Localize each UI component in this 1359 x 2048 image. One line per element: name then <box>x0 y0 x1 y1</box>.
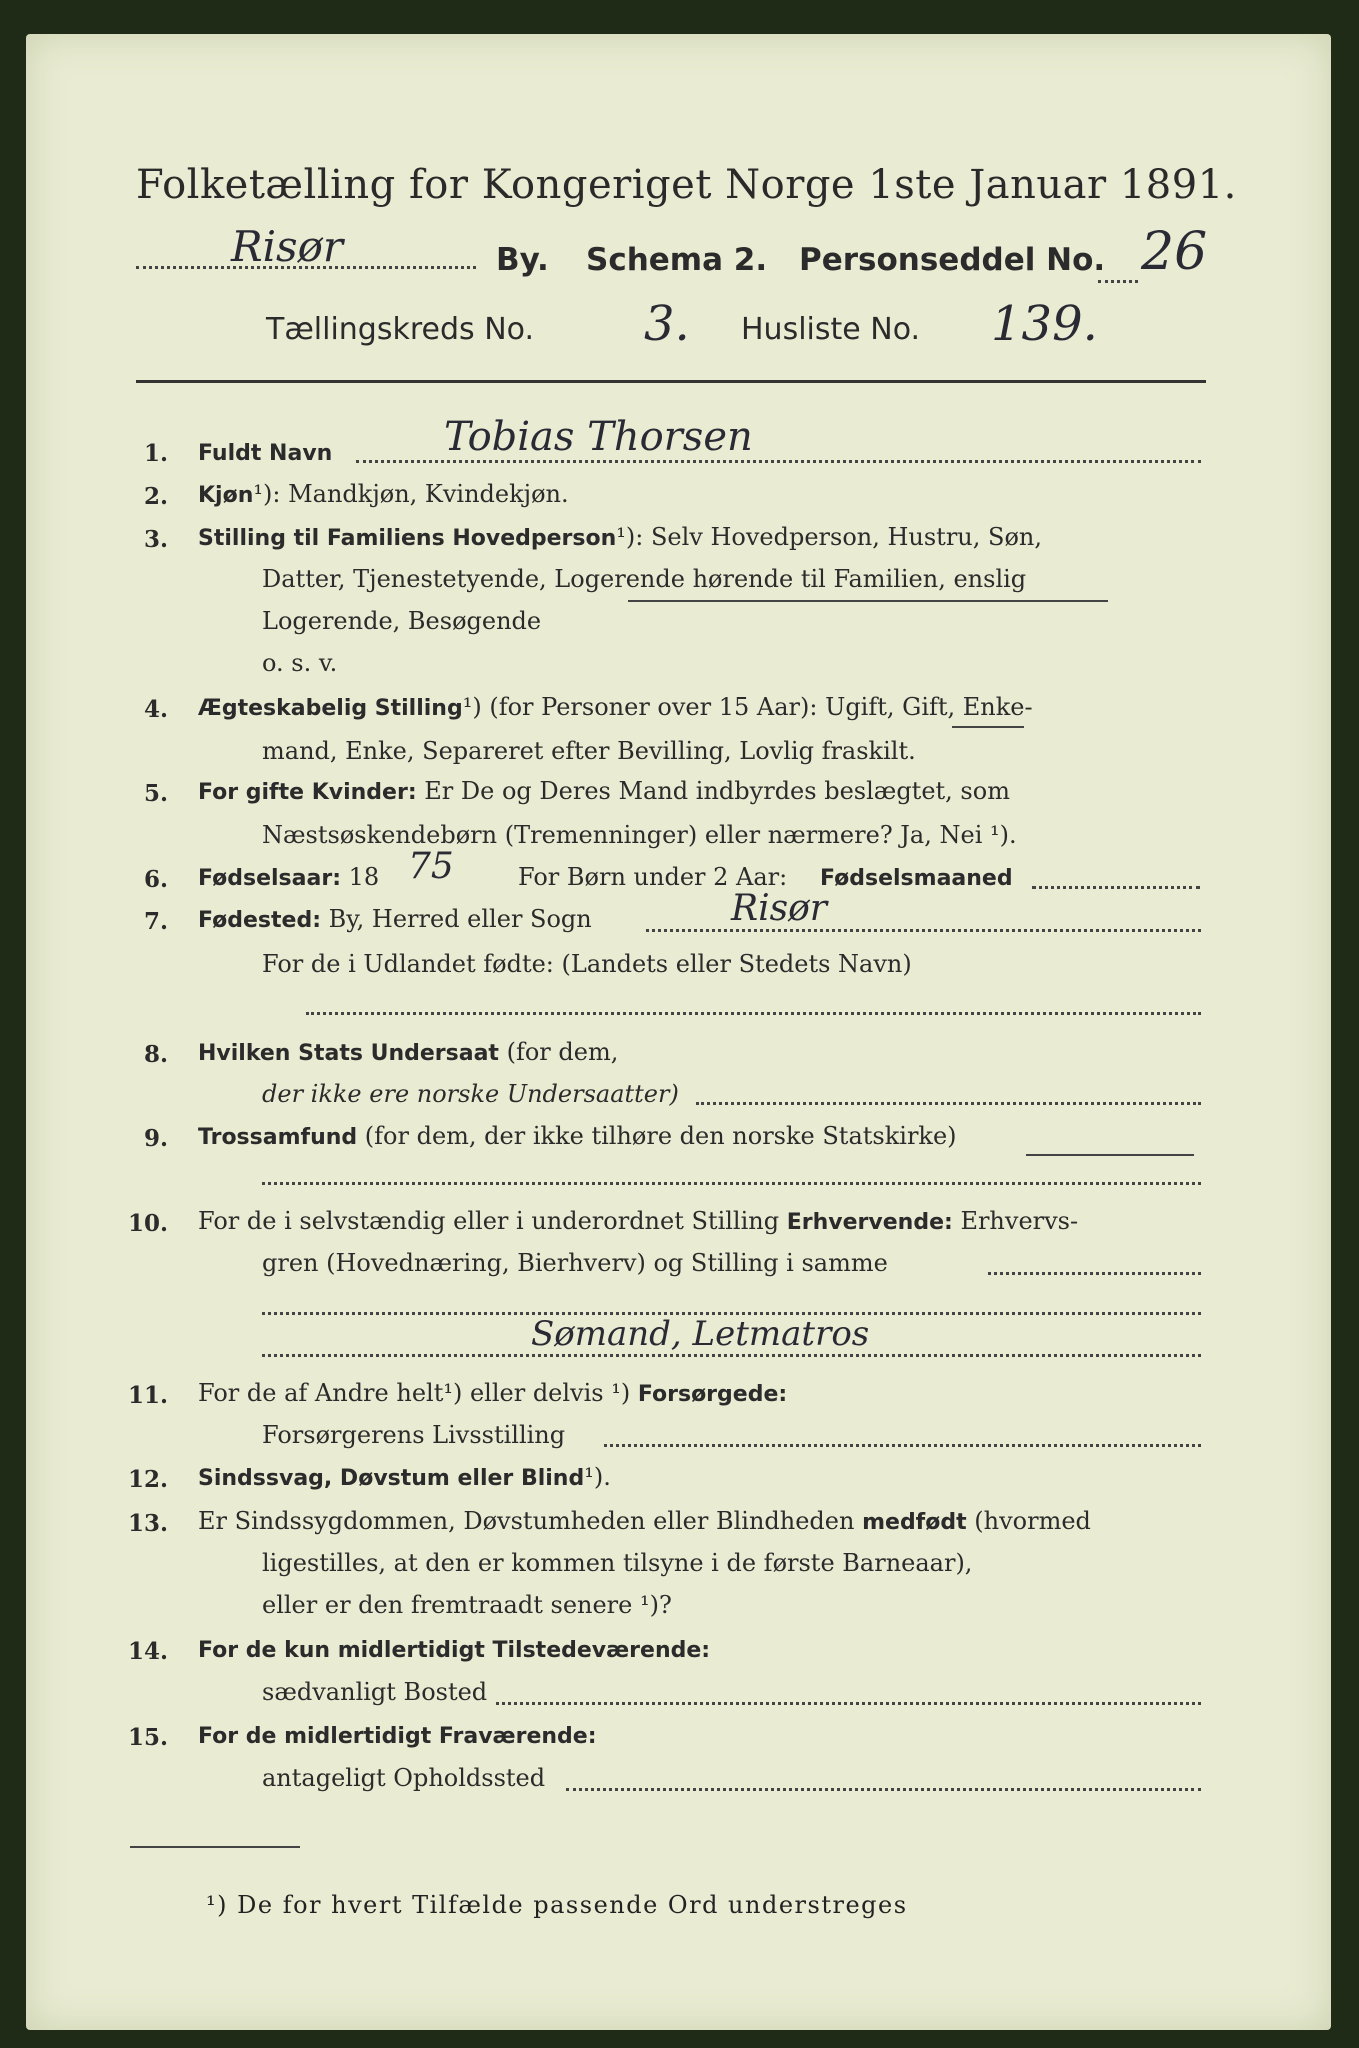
item-9-label: Trossamfund <box>198 1125 358 1150</box>
item-15-number: 15. <box>127 1724 168 1751</box>
item-4-label: Ægteskabelig Stilling <box>198 696 463 721</box>
item-2-number: 2. <box>143 483 168 510</box>
item-11-rest: ¹) eller delvis ¹) <box>443 1379 631 1407</box>
item-4-row <box>198 693 1033 721</box>
by-label: By. <box>496 242 549 278</box>
item-6-row <box>198 863 379 891</box>
item-15-dots <box>566 1788 1201 1791</box>
item-15-label: For de midlertidigt Fraværende: <box>198 1724 597 1749</box>
item-12-number: 12. <box>127 1466 168 1493</box>
item-3-underline <box>628 600 1108 602</box>
item-11-label2: Forsørgede: <box>637 1382 788 1407</box>
item-7-answer: Risør <box>731 888 827 929</box>
item-3-line2: Datter, Tjenestetyende, Logerende hørende til Familien, enslig <box>262 565 1027 593</box>
item-13-label2: medfødt <box>862 1510 967 1535</box>
header-rule <box>136 380 1206 383</box>
item-3-line4: o. s. v. <box>262 649 338 677</box>
item-11-dots <box>604 1444 1201 1447</box>
item-13-line3: eller er den fremtraadt senere ¹)? <box>262 1591 672 1619</box>
item-5-rest: Er De og Deres Mand indbyrdes beslægtet, som <box>424 777 1010 805</box>
item-3-label: Stilling til Familiens Hovedperson <box>198 526 617 551</box>
item-12-label: Sindssvag, Døvstum eller Blind <box>198 1466 585 1491</box>
item-10-answer: Sømand, Letmatros <box>531 1314 870 1354</box>
item-6-year: 75 <box>408 846 454 887</box>
item-4-line2: mand, Enke, Separeret efter Bevilling, Lovlig fraskilt. <box>262 737 916 765</box>
item-11-label: For de af Andre helt <box>198 1379 444 1407</box>
item-5-line2: Næstsøskendebørn (Tremenninger) eller nærmere? Ja, Nei ¹). <box>262 821 1017 849</box>
personseddel-dots <box>1098 280 1138 283</box>
item-11-line2: Forsørgerens Livsstilling <box>262 1421 566 1449</box>
item-14-number: 14. <box>127 1638 168 1665</box>
item-5-row <box>198 777 1010 805</box>
item-3-rest: ¹): Selv Hovedperson, Hustru, Søn, <box>616 523 1042 551</box>
item-8-rest: (for dem, <box>506 1038 619 1066</box>
kreds-no: 3. <box>644 296 690 352</box>
item-2-rest: ¹): Mandkjøn, Kvindekjøn. <box>253 480 569 508</box>
item-14-dots <box>496 1702 1201 1705</box>
item-11-number: 11. <box>127 1382 168 1409</box>
item-7-rest: By, Herred eller Sogn <box>328 905 592 933</box>
item-12-row <box>198 1463 611 1491</box>
item-10-line2: gren (Hovednæring, Bierhverv) og Stilling i samme <box>262 1249 888 1277</box>
item-2-label: Kjøn <box>198 483 254 508</box>
item-1-dots <box>356 460 1201 463</box>
item-9-row <box>198 1122 957 1150</box>
item-7-number: 7. <box>143 908 168 935</box>
item-7-line2: For de i Udlandet fødte: (Landets eller Stedets Navn) <box>262 950 912 978</box>
item-3-line3: Logerende, Besøgende <box>262 607 542 635</box>
kreds-label: Tællingskreds No. <box>266 312 534 347</box>
item-7-row <box>198 905 592 933</box>
item-7-label: Fødested: <box>198 908 321 933</box>
husliste-label: Husliste No. <box>741 312 921 347</box>
item-6-rest: 18 <box>348 863 380 891</box>
item-4-number: 4. <box>143 696 168 723</box>
item-6-rest2: For Børn under 2 Aar: <box>518 863 788 891</box>
item-4-underline <box>952 726 1024 728</box>
item-1-answer: Tobias Thorsen <box>444 414 753 460</box>
footnote: ¹) De for hvert Tilfælde passende Ord understreges <box>206 1891 908 1919</box>
form-title: Folketælling for Kongeriget Norge 1ste Januar 1891. <box>136 162 1237 208</box>
item-8-dots <box>696 1102 1201 1105</box>
item-8-line2: der ikke ere norske Undersaatter) <box>262 1080 679 1108</box>
item-4-rest: ¹) (for Personer over 15 Aar): Ugift, Gift, Enke- <box>462 693 1033 721</box>
item-14-line2: sædvanligt Bosted <box>262 1678 488 1706</box>
item-8-row <box>198 1038 618 1066</box>
item-8-number: 8. <box>143 1041 168 1068</box>
item-3-number: 3. <box>143 526 168 553</box>
item-13-rest: (hvormed <box>974 1507 1091 1535</box>
item-10-dots <box>988 1272 1201 1275</box>
item-10-rest: Erhvervs- <box>960 1207 1079 1235</box>
item-6-dots <box>1032 886 1200 889</box>
item-9-rest: (for dem, der ikke tilhøre den norske Statskirke) <box>364 1122 957 1150</box>
husliste-no: 139. <box>991 296 1098 352</box>
item-13-label: Er Sindssygdommen, Døvstumheden eller Blindheden <box>198 1507 855 1535</box>
item-13-line2: ligestilles, at den er kommen tilsyne i de første Barneaar), <box>262 1549 973 1577</box>
item-14-label: For de kun midlertidigt Tilstedeværende: <box>198 1638 711 1663</box>
item-15-line2: antageligt Opholdssted <box>262 1764 546 1792</box>
schema-label: Schema 2. <box>586 242 768 278</box>
item-5-label: For gifte Kvinder: <box>198 780 417 805</box>
item-7-dots <box>646 929 1201 932</box>
item-6-label2: Fødselsmaaned <box>820 866 1013 891</box>
item-9-dots <box>262 1182 1201 1185</box>
item-13-row <box>198 1507 1091 1535</box>
personseddel-no: 26 <box>1141 222 1208 282</box>
item-7-dots2 <box>306 1012 1201 1015</box>
item-10-dots3 <box>262 1354 1201 1357</box>
by-handwritten: Risør <box>231 222 343 271</box>
item-10-row <box>198 1207 1078 1235</box>
item-12-rest: ¹). <box>584 1463 611 1491</box>
item-1-label: Fuldt Navn <box>198 441 333 466</box>
item-2-row <box>198 480 569 508</box>
footnote-rule <box>130 1846 300 1848</box>
item-10-label2: Erhvervende: <box>786 1210 953 1235</box>
item-9-underline <box>1026 1154 1194 1156</box>
item-5-number: 5. <box>143 780 168 807</box>
item-13-number: 13. <box>127 1510 168 1537</box>
item-10-number: 10. <box>127 1210 168 1237</box>
census-form-sheet <box>26 34 1331 2030</box>
item-1-number: 1. <box>143 440 168 467</box>
item-9-number: 9. <box>143 1125 168 1152</box>
item-10-label: For de i selvstændig eller i underordnet Stilling <box>198 1207 780 1235</box>
item-8-label: Hvilken Stats Undersaat <box>198 1041 499 1066</box>
personseddel-label: Personseddel No. <box>799 242 1106 278</box>
item-3-row <box>198 523 1042 551</box>
item-6-label: Fødselsaar: <box>198 866 341 891</box>
item-11-row <box>198 1379 787 1407</box>
item-6-number: 6. <box>143 866 168 893</box>
